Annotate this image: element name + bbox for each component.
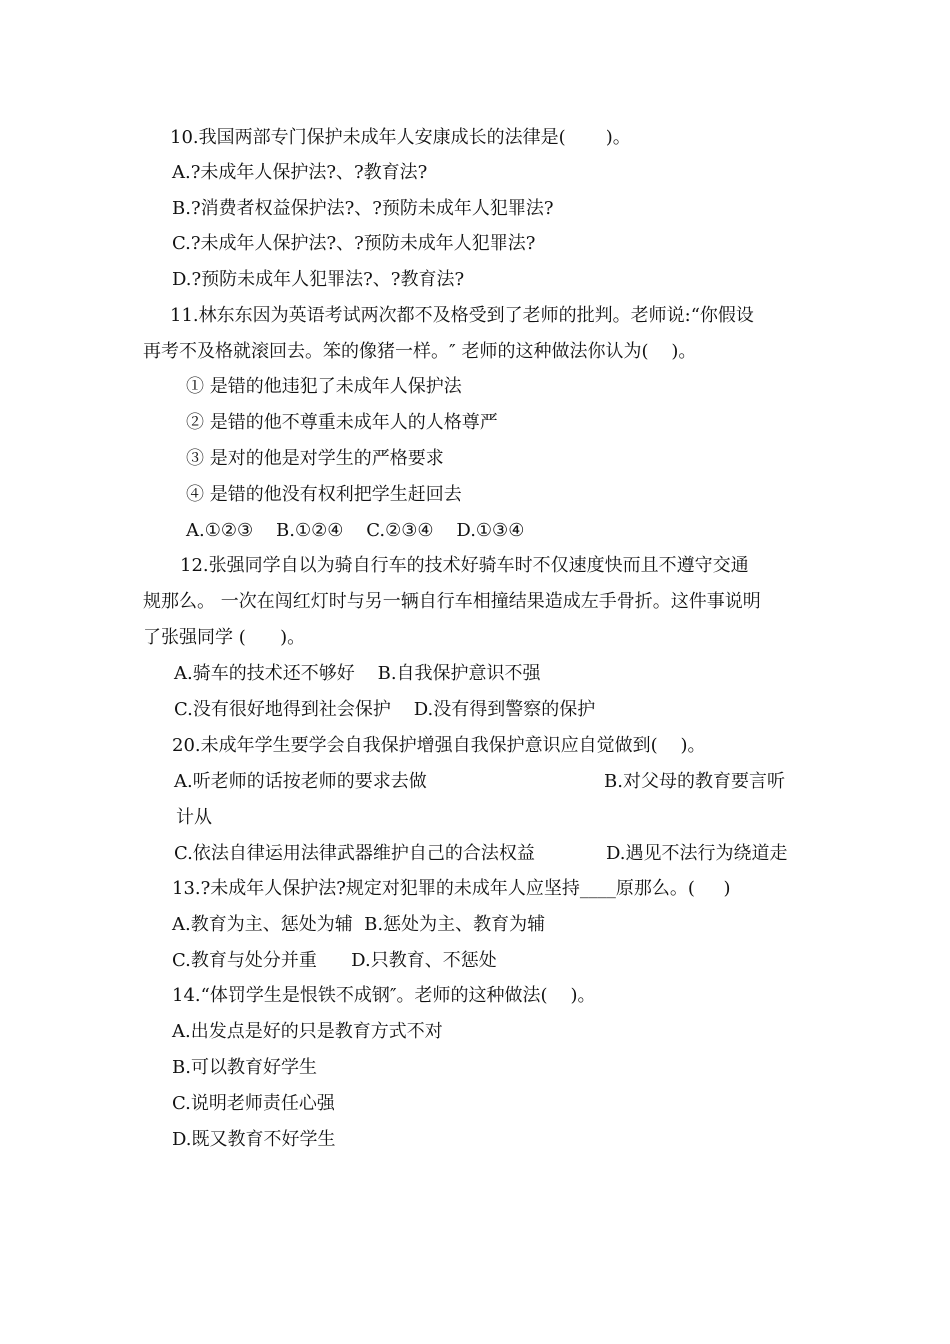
q20-stem: 20.未成年学生要学会自我保护增强自我保护意识应自觉做到( )。 <box>172 735 706 756</box>
q14-option-c: C.说明老师责任心强 <box>172 1093 335 1114</box>
q13-stem: 13.?未成年人保护法?规定对犯罪的未成年人应坚持____原那么。( ) <box>172 878 731 899</box>
q13-options-ab: A.教育为主、惩处为辅 B.惩处为主、教育为辅 <box>172 914 546 935</box>
q20-option-b-wrap: 计从 <box>176 807 212 828</box>
q11-stem-line2: 再考不及格就滚回去。笨的像猪一样。″ 老师的这种做法你认为( )。 <box>143 341 697 362</box>
q20-option-b: B.对父母的教育要言听 <box>604 771 785 792</box>
q12-options-ab: A.骑车的技术还不够好 B.自我保护意识不强 <box>174 663 541 684</box>
q14-option-d: D.既又教育不好学生 <box>172 1129 336 1150</box>
q11-statement-4: ④ 是错的他没有权利把学生赶回去 <box>186 484 462 505</box>
q12-options-cd: C.没有很好地得到社会保护 D.没有得到警察的保护 <box>174 699 596 720</box>
q10-option-c: C.?未成年人保护法?、?预防未成年人犯罪法? <box>172 233 536 254</box>
q11-statement-1: ① 是错的他违犯了未成年人保护法 <box>186 376 462 397</box>
q11-statement-3: ③ 是对的他是对学生的严格要求 <box>186 448 444 469</box>
q12-stem-line1: 12.张强同学自以为骑自行车的技术好骑车时不仅速度快而且不遵守交通 <box>180 555 749 576</box>
q14-option-a: A.出发点是好的只是教育方式不对 <box>172 1021 443 1042</box>
q10-option-a: A.?未成年人保护法?、?教育法? <box>172 162 428 183</box>
q13-options-cd: C.教育与处分并重 D.只教育、不惩处 <box>172 950 497 971</box>
q14-option-b: B.可以教育好学生 <box>172 1057 317 1078</box>
q20-option-c: C.依法自律运用法律武器维护自己的合法权益 <box>174 843 535 864</box>
q12-stem-line3: 了张强同学 ( )。 <box>143 627 306 648</box>
q10-stem: 10.我国两部专门保护未成年人安康成长的法律是( )。 <box>170 127 631 148</box>
q10-option-d: D.?预防未成年人犯罪法?、?教育法? <box>172 269 465 290</box>
q20-option-d: D.遇见不法行为绕道走 <box>606 843 788 864</box>
q14-stem: 14.“体罚学生是恨铁不成钢″。老师的这种做法( )。 <box>172 985 596 1006</box>
q11-options: A.①②③ B.①②④ C.②③④ D.①③④ <box>186 520 525 541</box>
q11-statement-2: ② 是错的他不尊重未成年人的人格尊严 <box>186 412 498 433</box>
q12-stem-line2: 规那么。 一次在闯红灯时与另一辆自行车相撞结果造成左手骨折。这件事说明 <box>143 591 761 612</box>
q11-stem-line1: 11.林东东因为英语考试两次都不及格受到了老师的批判。老师说:“你假设 <box>170 305 754 326</box>
q10-option-b: B.?消费者权益保护法?、?预防未成年人犯罪法? <box>172 198 554 219</box>
q20-option-a: A.听老师的话按老师的要求去做 <box>174 771 427 792</box>
